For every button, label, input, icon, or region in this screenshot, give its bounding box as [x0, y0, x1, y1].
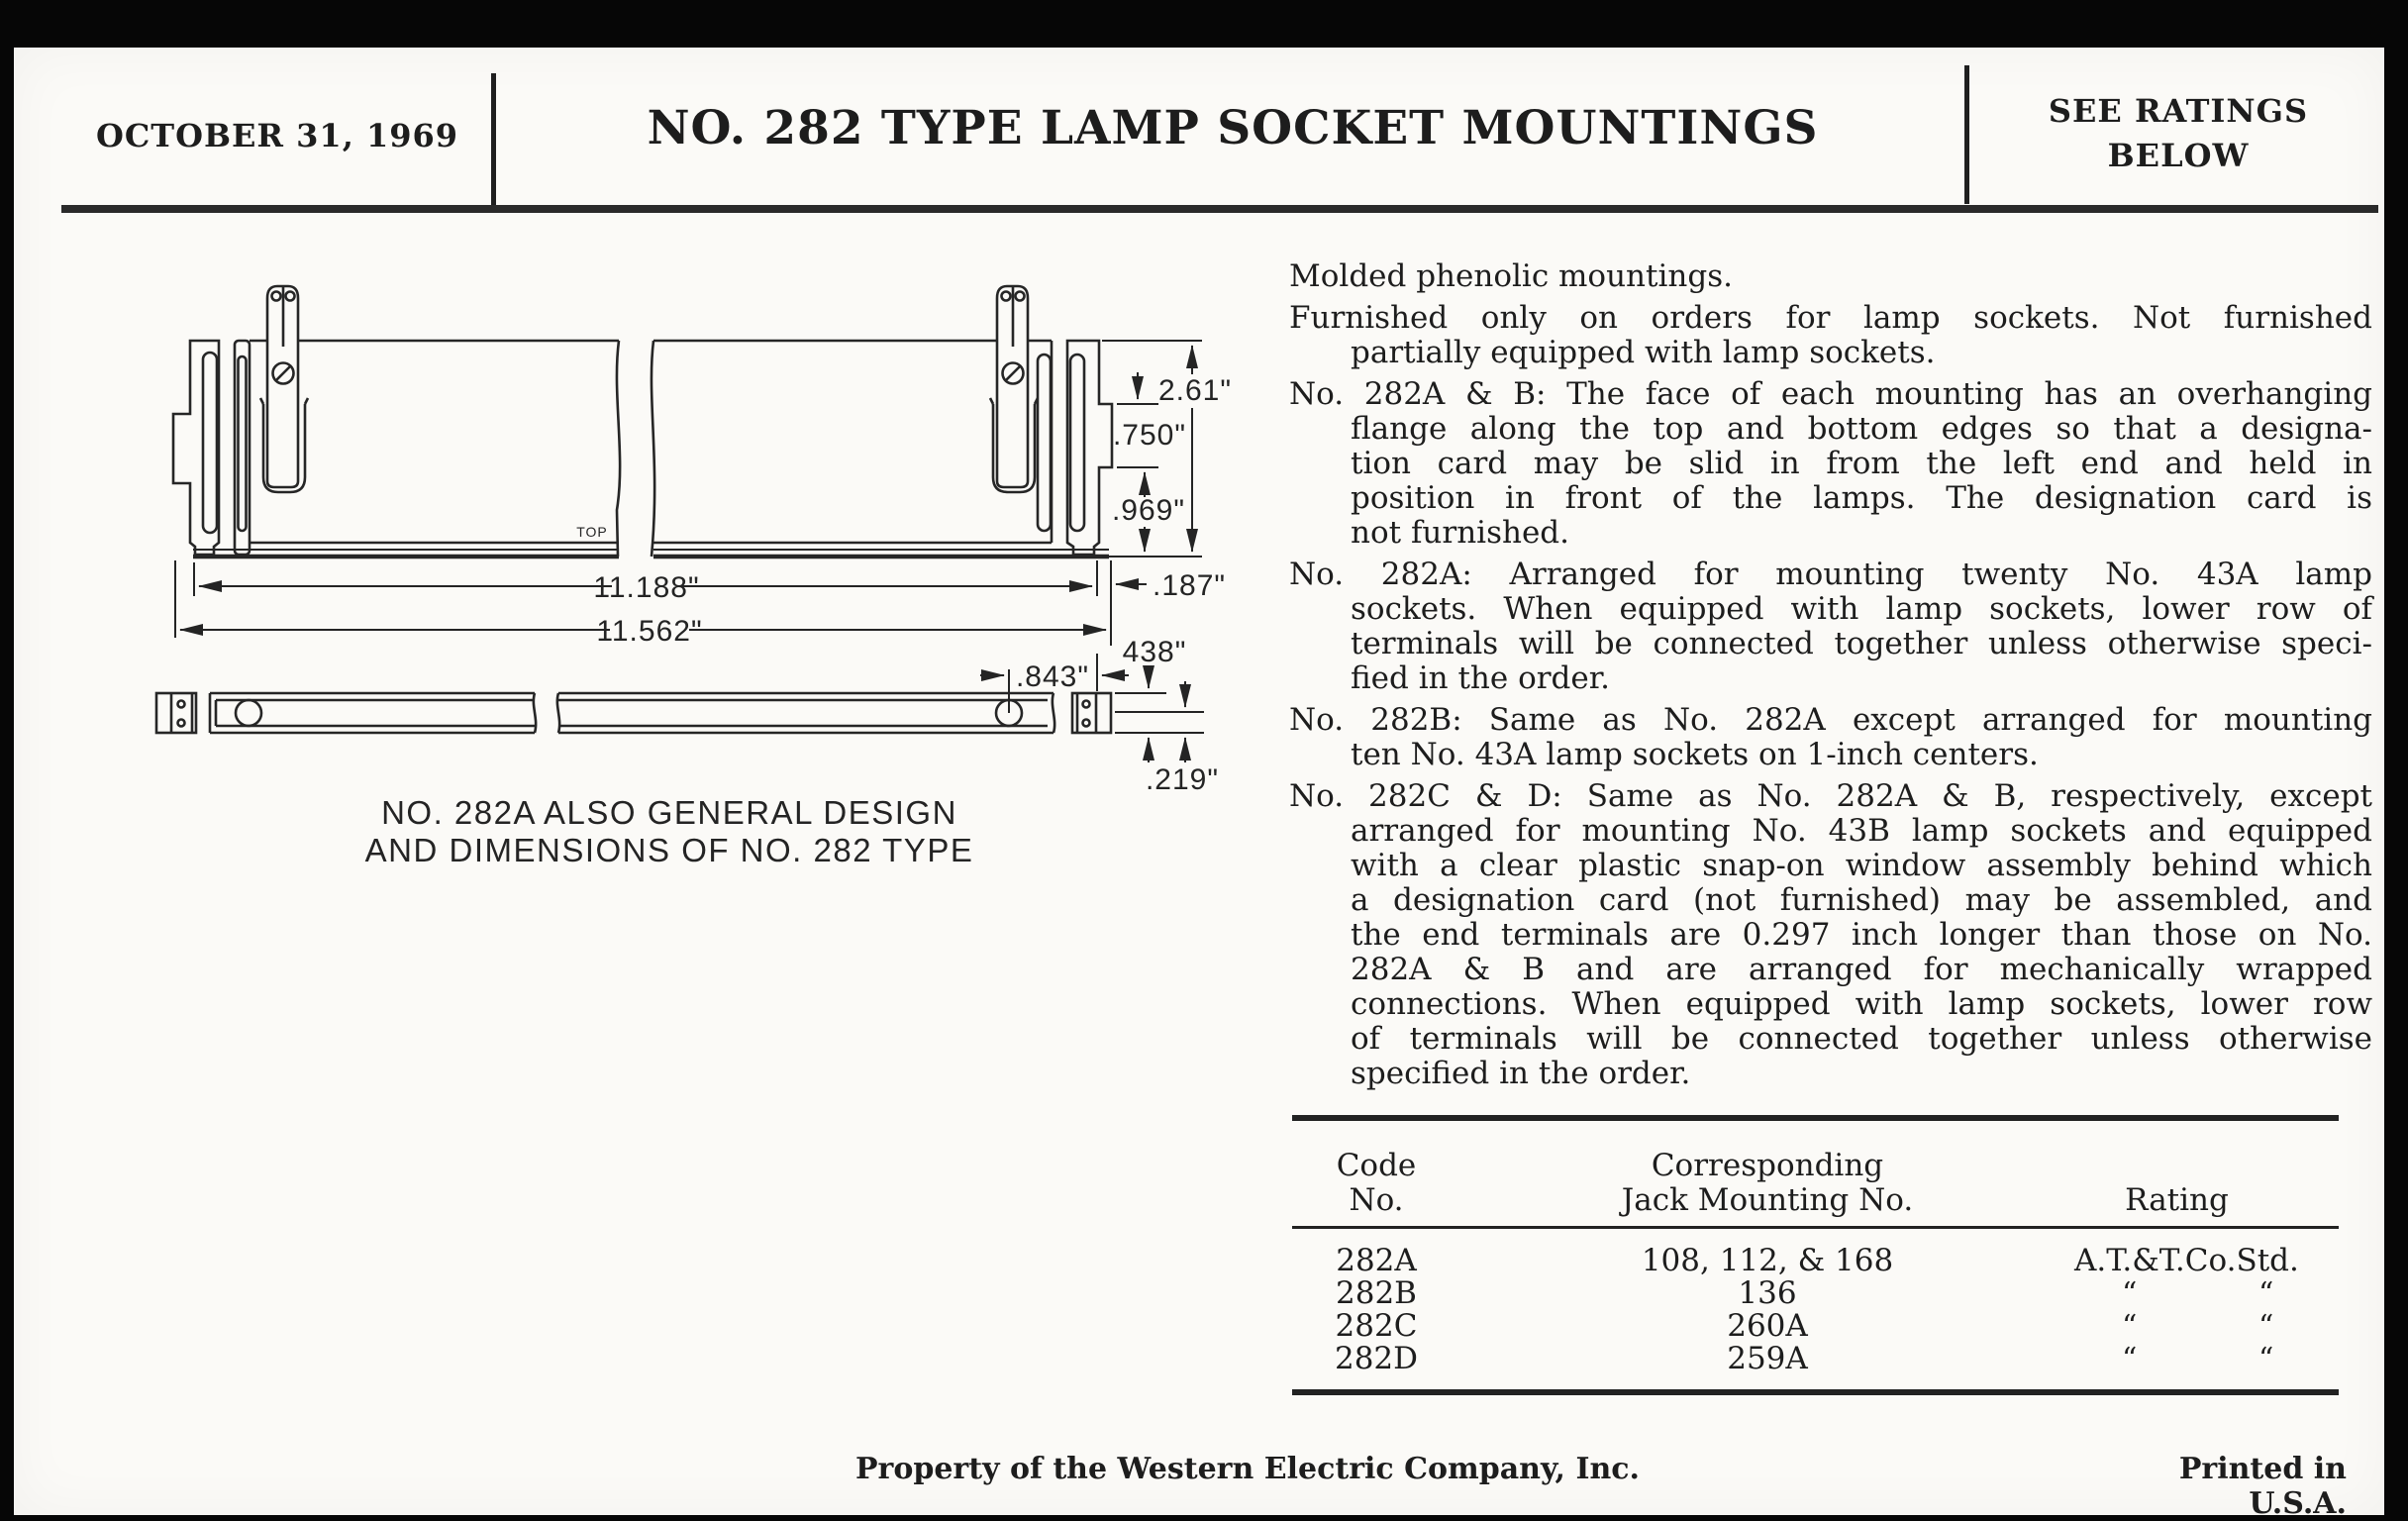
dim-lower-face: .969": [1111, 494, 1186, 527]
cell-code-no: 282C: [1335, 1308, 1418, 1344]
hanger-bracket: [260, 286, 308, 492]
dim-overall-height: 2.61": [1157, 374, 1233, 407]
ditto-mark: “: [2122, 1276, 2138, 1311]
ditto-mark: “: [2122, 1309, 2138, 1344]
ratings-note: [1975, 89, 2381, 178]
header-divider-right: [1964, 65, 1969, 204]
footer-property-notice: Property of the Western Electric Company, Inc.: [854, 1452, 1640, 1486]
text-line: with a clear plastic snap-on window assembly behind which: [1351, 848, 2372, 883]
dim-overall-depth: 438": [1122, 636, 1187, 668]
footer-printed-notice: Printed in U.S.A.: [2178, 1452, 2347, 1521]
cell-rating: [2074, 1310, 2339, 1343]
text-line: sockets. When equipped with lamp sockets, lower row of: [1351, 591, 2372, 627]
cell-code-no: 282B: [1336, 1275, 1417, 1311]
cell-code-no: 282D: [1334, 1341, 1419, 1376]
cell-jack-mounting-no: 260A: [1727, 1308, 1808, 1344]
text-line: No. 282B: Same as No. 282A except arranged for mounting: [1289, 702, 2372, 738]
text-line: flange along the top and bottom edges so that a designa-: [1351, 411, 2372, 447]
dim-end-thickness: .187": [1153, 569, 1227, 602]
description-text: [1289, 259, 2372, 1091]
front-elevation-view: [173, 286, 1112, 557]
paragraph: [1289, 703, 2372, 772]
text-line: the end terminals are 0.297 inch longer than those on No.: [1351, 917, 2372, 953]
table-row: [1292, 1343, 2339, 1375]
plan-view: [156, 693, 1111, 733]
text-line: tion card may be slid in from the left end and held in: [1351, 446, 2372, 481]
ratings-note-line2: BELOW: [2107, 137, 2250, 174]
ditto-mark: “: [2258, 1309, 2274, 1344]
plan-dimension-labels: [1016, 636, 1219, 796]
caption-line2: AND DIMENSIONS OF NO. 282 TYPE: [364, 832, 974, 868]
paragraph: [1289, 779, 2372, 1091]
header-line: No.: [1349, 1182, 1404, 1218]
text-line: arranged for mounting No. 43B lamp sockets and equipped: [1351, 813, 2372, 849]
header-rule: [61, 205, 2378, 213]
column-header-code: [1292, 1149, 1460, 1218]
right-end-plate: [1067, 341, 1112, 555]
ditto-mark: “: [2258, 1276, 2274, 1311]
left-cap: [156, 693, 196, 733]
text-line: No. 282C & D: Same as No. 282A & B, respectively, except: [1289, 778, 2372, 814]
table-row: [1292, 1277, 2339, 1310]
table-rule-bottom: [1292, 1389, 2339, 1395]
cell-jack-mounting-no: 259A: [1727, 1341, 1808, 1376]
elevation-dimension-labels: [593, 374, 1232, 648]
text-line: connections. When equipped with lamp sockets, lower row: [1351, 986, 2372, 1022]
ratings-table: [1292, 1115, 2339, 1395]
top-label: TOP: [576, 524, 608, 540]
plan-dimensions: [980, 654, 1204, 762]
left-end-plate: [173, 341, 219, 555]
text-line: Molded phenolic mountings.: [1289, 258, 1733, 294]
dim-lower-depth: .219": [1145, 763, 1220, 796]
caption-line1: NO. 282A ALSO GENERAL DESIGN: [381, 794, 957, 831]
header-line: Jack Mounting No.: [1621, 1182, 1914, 1218]
drawing-caption: [365, 794, 974, 868]
page-title: NO. 282 TYPE LAMP SOCKET MOUNTINGS: [647, 101, 1819, 155]
cell-rating: [2074, 1343, 2339, 1375]
cell-code-no: 282A: [1336, 1243, 1417, 1278]
column-header-rating: Rating: [2125, 1182, 2229, 1218]
text-line: No. 282A: Arranged for mounting twenty No. 43A lamp: [1289, 557, 2372, 592]
cell-rating: [2074, 1277, 2339, 1310]
text-line: specified in the order.: [1351, 1056, 1691, 1091]
table-header-row: [1292, 1121, 2339, 1226]
text-line: of terminals will be connected together unless otherwise: [1351, 1021, 2372, 1057]
dim-overall-length: 11.562": [596, 615, 703, 648]
dim-hole-to-end: .843": [1015, 660, 1090, 693]
dim-flange-face: .750": [1112, 419, 1187, 452]
table-row: [1292, 1310, 2339, 1343]
text-line: fied in the order.: [1351, 660, 1611, 696]
table-body: [1292, 1229, 2339, 1389]
issue-date: OCTOBER 31, 1969: [95, 117, 459, 154]
header-line: Corresponding: [1651, 1148, 1884, 1183]
column-header-jack-mounting: [1460, 1149, 2074, 1218]
text-line: Furnished only on orders for lamp sockets. Not furnished: [1289, 300, 2372, 336]
break-line-left: [617, 341, 620, 557]
text-line: ten No. 43A lamp sockets on 1-inch centers.: [1351, 737, 2039, 772]
cell-jack-mounting-no: 136: [1738, 1275, 1797, 1311]
paragraph: [1289, 259, 2372, 294]
text-line: position in front of the lamps. The designation card is: [1351, 480, 2372, 516]
dim-inner-length: 11.188": [593, 571, 700, 604]
text-line: partially equipped with lamp sockets.: [1351, 335, 1936, 370]
paragraph: [1289, 558, 2372, 696]
lamp-hole-icon: [236, 700, 261, 726]
cell-jack-mounting-no: 108, 112, & 168: [1641, 1243, 1894, 1278]
text-line: a designation card (not furnished) may be assembled, and: [1351, 882, 2372, 918]
ditto-mark: “: [2258, 1342, 2274, 1376]
ditto-mark: “: [2122, 1342, 2138, 1376]
header-divider-left: [491, 73, 496, 210]
ratings-note-line1: SEE RATINGS: [2048, 92, 2309, 130]
break-line-right: [652, 341, 654, 557]
text-line: terminals will be connected together unless otherwise speci-: [1351, 626, 2372, 661]
cell-rating: A.T.&T.Co.Std.: [2074, 1243, 2299, 1278]
paragraph: [1289, 377, 2372, 551]
text-line: not furnished.: [1351, 515, 1569, 551]
technical-drawing: [59, 248, 1287, 901]
header-line: Code: [1336, 1148, 1417, 1183]
text-line: No. 282A & B: The face of each mounting has an overhanging: [1289, 376, 2372, 412]
text-line: 282A & B and are arranged for mechanically wrapped: [1351, 952, 2372, 987]
paragraph: [1289, 301, 2372, 370]
table-row: [1292, 1245, 2339, 1277]
